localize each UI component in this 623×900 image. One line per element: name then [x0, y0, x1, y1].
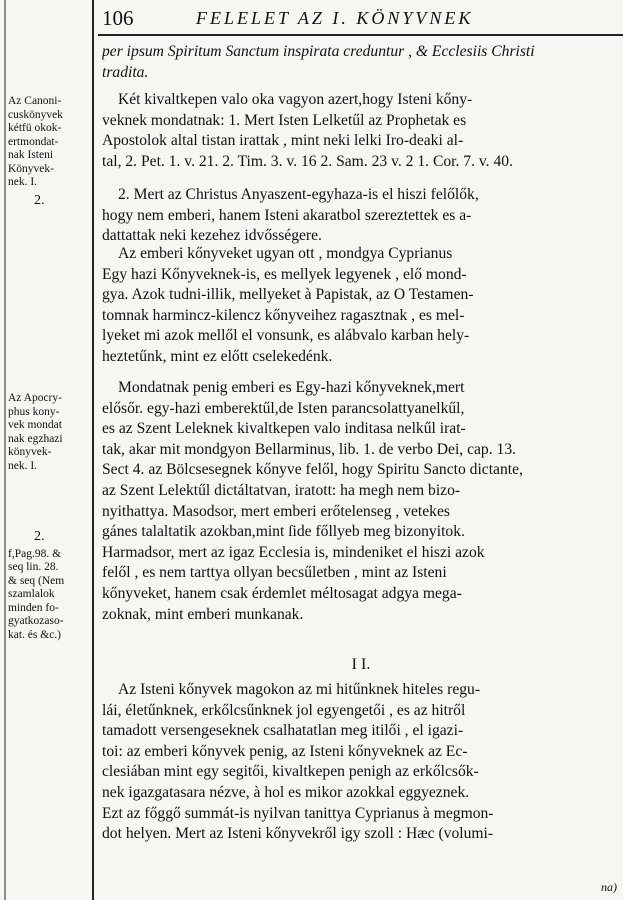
text-line: tal, 2. Pet. 1. v. 21. 2. Tim. 3. v. 16 2. Sam. 23 v. 2 1. Cor. 7. v. 40.: [102, 152, 513, 170]
body-paragraph-second-reason: [102, 185, 620, 247]
text-line: nek igazgatasara nézve, à hol es mikor azokkal eggyeznek.: [102, 783, 470, 801]
margin-divider: [92, 0, 94, 900]
text-line: Az Isteni kőnyvek magokon az mi hitűnknek hiteles regu-: [118, 681, 481, 698]
text-line: per ipsum Spiritum Sanctum inspirata creduntur , & Ecclesiis Christi: [102, 43, 535, 60]
running-title: FELELET AZ I. KÖNYVNEK: [196, 8, 474, 28]
margin-line: 2.: [34, 529, 45, 544]
text-line: gánes talaltatik azokban,mint ſide főllyeb meg bizonyitok.: [102, 523, 465, 541]
text-line: dattattak neki kezehez idvősségere.: [102, 227, 322, 245]
body-paragraph-divine-books: [102, 680, 620, 845]
text-line: az Szent Lelektűl dictáltatvan, iratott: ha megh nem bizo-: [102, 481, 461, 499]
margin-line: szamlalok: [8, 588, 55, 600]
margin-line: ertmondat-: [8, 135, 59, 148]
page-edge-rule: [4, 0, 6, 900]
margin-line: cuskönyvek: [8, 108, 63, 121]
text-line: elősőr. egy-hazi emberektűl,de Isten parancsolattyanelkűl,: [102, 399, 465, 417]
text-line: felől , es nem tarttya ollyan becsűletben , mint az Isteni: [102, 564, 447, 582]
margin-line: Könyvek-: [8, 162, 54, 175]
margin-line: 2.: [34, 192, 45, 208]
margin-line: Az Apocry-: [8, 392, 62, 404]
text-line: Sect 4. az Bölcsesegnek kőnyve felől, hogy Spiritu Sancto dictante,: [102, 461, 523, 479]
text-line: Az emberi kőnyveket ugyan ott , mondgya Cyprianus: [118, 245, 453, 262]
margin-line: nak egzhazi: [8, 432, 63, 445]
text-line: nyithattya. Masodsor, mert emberi erőtelenseg , vetekes: [102, 502, 450, 520]
text-line: Apostolok altal tistan irattak , mint neki lelki Iro-deaki al-: [102, 132, 464, 150]
text-line: tradita.: [102, 63, 149, 81]
text-line: Két kivaltkepen valo oka vagyon azert,hogy Isteni kőny-: [118, 91, 473, 108]
section-number: I I.: [351, 656, 371, 673]
text-line: hogy nem emberi, hanem Isteni akaratbol szereztettek es a-: [102, 206, 472, 224]
text-line: zoknak, mint emberi munkanak.: [102, 605, 304, 623]
text-line: kőnyveket, hanem csak érdemlet méltosagat adgya mega-: [102, 584, 462, 602]
margin-line: minden fo-: [8, 601, 59, 614]
body-paragraph-why-called: [102, 378, 620, 625]
margin-line: f,Pag.98. &: [8, 547, 62, 560]
text-line: dot helyen. Mert az Isteni kőnyvekről igy szoll : Hæc (volumi-: [102, 825, 494, 843]
margin-line: Az Canoni-: [8, 95, 62, 107]
text-line: Mondatnak penig emberi es Egy-hazi kőnyveknek,mert: [118, 379, 465, 396]
text-line: clesiában mint egy segitői, kivaltkepen penigh az erkőlcsők-: [102, 763, 479, 781]
text-line: tomnak harmincz-kilencz kőnyveihez ragasztnak , es mel-: [102, 306, 465, 324]
text-line: Ezt az főggő summát-is nyilvan tanittya Cyprianus à megmon-: [102, 804, 494, 822]
text-line: Egy hazi Kőnyveknek-is, es mellyek legyenek , elő mond-: [102, 265, 467, 283]
header-rule: [98, 34, 623, 36]
text-line: heztetűnk, mint ez előtt cselekedénk.: [102, 347, 333, 365]
body-paragraph-continuation: [102, 42, 620, 83]
text-line: gya. Azok tudni-illik, mellyeket à Papistak, az O Testamen-: [102, 286, 474, 304]
margin-line: seq lin. 28.: [8, 561, 59, 573]
margin-line: könyvek-: [8, 446, 52, 458]
text-line: lyeket mi azok mellől el vonsunk, es alábvalo karban hely-: [102, 327, 470, 345]
body-paragraph-two-reasons: [102, 90, 620, 172]
text-line: toi: az emberi kőnyvek penig, az Isteni kőnyveknek az Ec-: [102, 742, 468, 760]
margin-note-reference: [8, 530, 90, 642]
text-line: veknek mondatnak: 1. Mert Isten Lelketűl az Prophetak es: [102, 111, 467, 129]
page-number: 106: [102, 6, 134, 30]
margin-line: gyatkozaso-: [8, 615, 64, 627]
margin-line: nak Isteni: [8, 149, 54, 161]
text-line: 2. Mert az Christus Anyaszent-egyhaza-is el hiszi felőlők,: [118, 186, 479, 203]
margin-note-canonical: [8, 95, 90, 207]
margin-line: phus kony-: [8, 405, 60, 418]
catchword: na): [601, 880, 617, 894]
margin-line: & seq (Nem: [8, 574, 65, 587]
margin-line: kat. és &c.): [8, 628, 62, 641]
text-line: lái, életűnknek, erkőlcsűnknek jol egyengetői , es az hitről: [102, 701, 466, 719]
page-header: [100, 4, 617, 32]
text-line: tak, akar mit mondgyon Bellarminus, lib. 1. de verbo Dei, cap. 13.: [102, 440, 517, 458]
margin-line: kétfü okok-: [8, 122, 62, 134]
margin-line: vek mondat: [8, 419, 62, 431]
margin-note-apocryphus: [8, 392, 90, 473]
margin-line: nek. I.: [8, 176, 38, 188]
margin-line: nek. I.: [8, 459, 38, 472]
text-line: Harmadsor, mert az igaz Ecclesia is, mindeniket el hiszi azok: [102, 543, 485, 561]
body-paragraph-human-books: [102, 244, 620, 368]
text-line: es az Szent Leleknek kivaltkepen valo inditasa nelkűl irat-: [102, 420, 466, 438]
text-line: tamadott versengeseknek csalhatatlan meg itilői , el igazi-: [102, 722, 464, 740]
